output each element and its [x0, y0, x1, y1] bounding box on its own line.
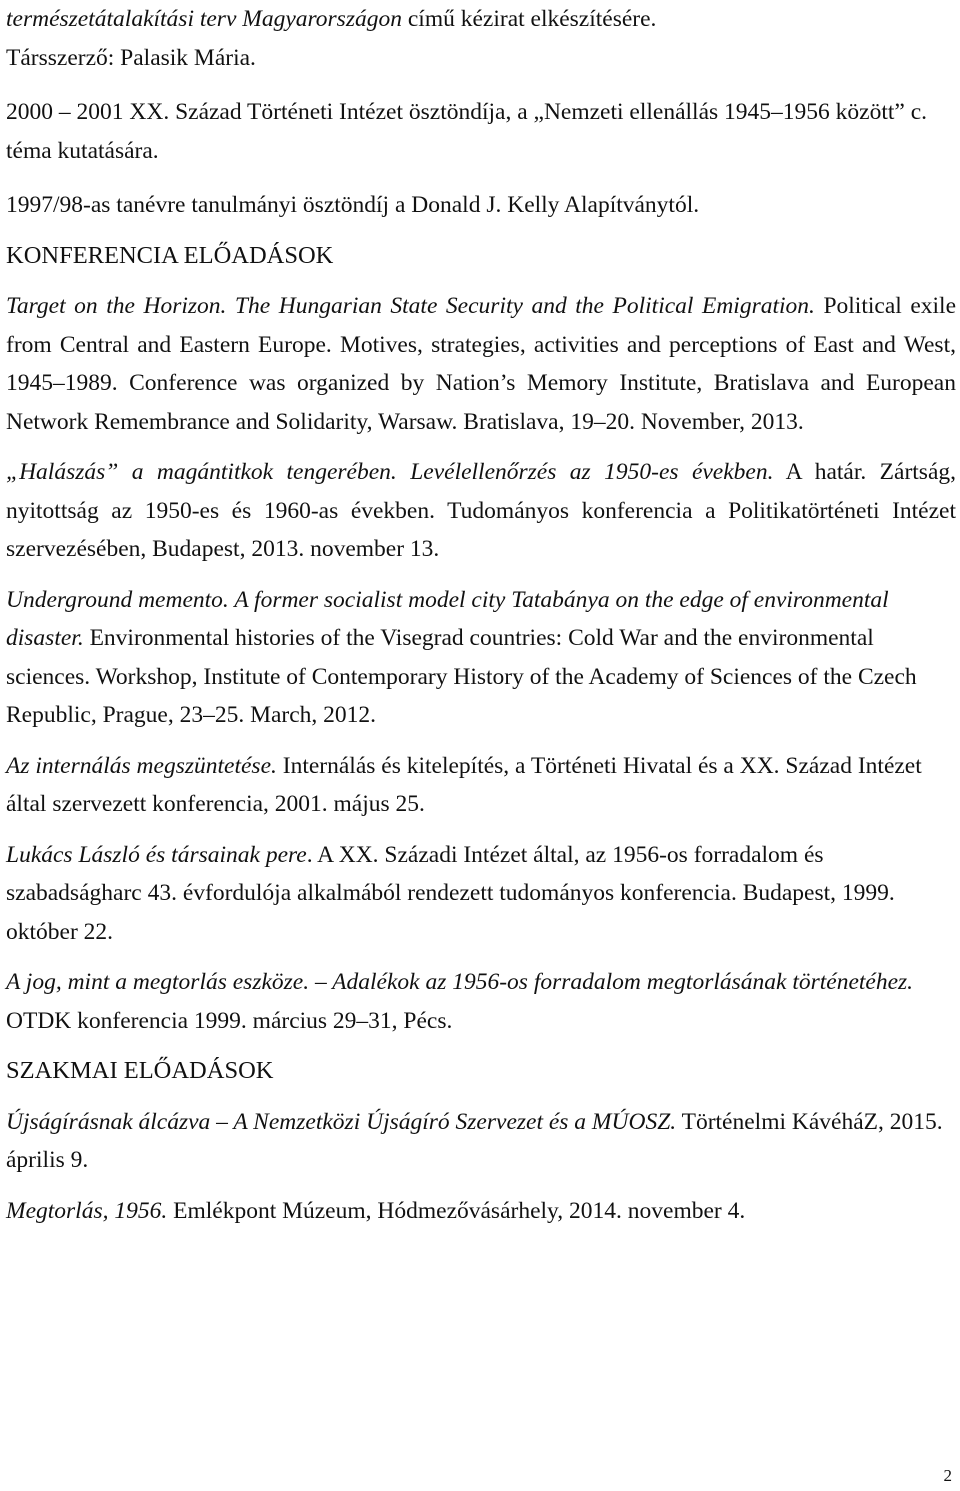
document-page — [6, 0, 956, 1230]
entry-title: Megtorlás, 1956. — [6, 1197, 168, 1224]
manuscript-title: természetátalakítási terv Magyarországon — [6, 6, 402, 32]
scholarship-entry-2000: 2000 – 2001 XX. Század Történeti Intézet ösztöndíja, a „Nemzeti ellenállás 1945–1956 között” c. téma kutatására. — [6, 99, 927, 164]
manuscript-details: című kézirat elkészítésére. — [401, 6, 657, 32]
entry-title: A jog, mint a megtorlás eszköze. – Adalékok az 1956-os forradalom megtorlásának történetéhez. — [6, 969, 914, 995]
entry-title: Az internálás megszüntetése. — [6, 752, 277, 779]
professional-section-heading: SZAKMAI ELŐADÁSOK — [6, 1057, 274, 1084]
entry-title: Target on the Horizon. The Hungarian State Security and the Political Emigration. — [6, 293, 815, 319]
entry-title: Lukács László és társainak pere — [6, 841, 307, 868]
entry-details: Environmental histories of the Visegrad countries: Cold War and the environmental sciences. Workshop, Institute of Contemporary History of the Academy of Sciences of the Czech Republic, Prague, 23–25. March, 2012. — [6, 625, 917, 728]
entry-details: A határ. Zártság, nyitottság az 1950-es és 1960-as években. Tudományos konferencia a Politikatörténeti Intézet szervezésében, Budapest, 2013. november 13. — [6, 459, 956, 562]
conference-entry — [6, 963, 956, 1040]
entry-details: . A XX. Századi Intézet által, az 1956-os forradalom és szabadságharc 43. évfordulója alkalmából rendezett tudományos konferencia. Budapest, 1999. október 22. — [6, 841, 895, 945]
professional-entry — [6, 1103, 956, 1180]
entry-details: Történelmi KávéháZ, 2015. április 9. — [6, 1108, 943, 1173]
entry-title: Újságírásnak álcázva – A Nemzetközi Újságíró Szervezet és a MÚOSZ. — [6, 1108, 677, 1135]
entry-details: Political exile from Central and Eastern Europe. Motives, strategies, activities and perceptions of East and West, 1945–1989. Conference was organized by Nation’s Memory Institute, Bratislava and European Network Remembrance and Solidarity, Warsaw. Bratislava, 19–20. November, 2013. — [6, 293, 956, 435]
conference-entry — [6, 836, 956, 952]
conference-section-heading: KONFERENCIA ELŐADÁSOK — [6, 241, 334, 269]
entry-details: Emlékpont Múzeum, Hódmezővásárhely, 2014. november 4. — [167, 1197, 746, 1224]
conference-entry — [6, 453, 956, 569]
scholarship-entry-1997: 1997/98-as tanévre tanulmányi ösztöndíj a Donald J. Kelly Alapítványtól. — [6, 192, 700, 218]
conference-entry — [6, 581, 956, 735]
entry-title: „Halászás” a magántitkok tengerében. Levélellenőrzés az 1950-es években. — [6, 459, 774, 485]
conference-entry — [6, 287, 956, 441]
entry-details: OTDK konferencia 1999. március 29–31, Pécs. — [6, 1007, 453, 1034]
professional-entry — [6, 1192, 956, 1231]
coauthor-line: Társszerző: Palasik Mária. — [6, 44, 256, 71]
entry-details: Internálás és kitelepítés, a Történeti Hivatal és a XX. Század Intézet által szervezett konferencia, 2001. május 25. — [6, 752, 922, 817]
entry-title: Underground memento. A former socialist model city Tatabánya on the edge of environmental disaster. — [6, 586, 889, 651]
page-number: 2 — [943, 1466, 952, 1485]
manuscript-entry — [6, 0, 956, 77]
conference-entry — [6, 747, 956, 824]
